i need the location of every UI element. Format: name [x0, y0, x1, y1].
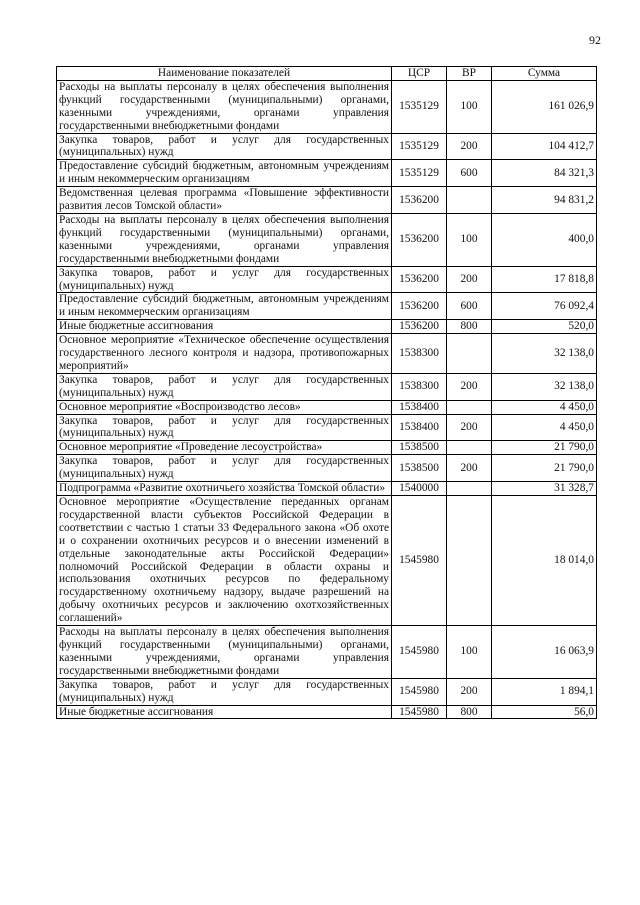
cell-sum: 56,0	[492, 705, 597, 719]
cell-csr: 1545980	[392, 496, 447, 626]
cell-sum: 17 818,8	[492, 266, 597, 293]
cell-sum: 4 450,0	[492, 400, 597, 414]
table-row	[57, 320, 597, 334]
table-row	[57, 266, 597, 293]
cell-name: Закупка товаров, работ и услуг для государственных (муниципальных) нужд	[57, 414, 392, 441]
cell-sum: 520,0	[492, 320, 597, 334]
cell-csr: 1540000	[392, 482, 447, 496]
cell-name: Закупка товаров, работ и услуг для государственных (муниципальных) нужд	[57, 373, 392, 400]
table-row	[57, 373, 597, 400]
cell-sum: 4 450,0	[492, 414, 597, 441]
cell-vr: 100	[447, 213, 492, 266]
cell-name: Предоставление субсидий бюджетным, автономным учреждениям и иным некоммерческим организациям	[57, 293, 392, 320]
cell-csr: 1538400	[392, 400, 447, 414]
cell-vr: 100	[447, 626, 492, 679]
cell-vr	[447, 496, 492, 626]
cell-name: Закупка товаров, работ и услуг для государственных (муниципальных) нужд	[57, 678, 392, 705]
table-header-row	[57, 67, 597, 81]
cell-csr: 1538400	[392, 414, 447, 441]
table-row	[57, 678, 597, 705]
cell-vr: 200	[447, 133, 492, 160]
cell-csr: 1535129	[392, 133, 447, 160]
cell-sum: 94 831,2	[492, 187, 597, 214]
cell-csr: 1536200	[392, 213, 447, 266]
table-row	[57, 705, 597, 719]
cell-csr: 1536200	[392, 187, 447, 214]
cell-vr: 800	[447, 705, 492, 719]
cell-name: Иные бюджетные ассигнования	[57, 320, 392, 334]
cell-vr: 100	[447, 80, 492, 133]
cell-name: Основное мероприятие «Воспроизводство лесов»	[57, 400, 392, 414]
table-row	[57, 441, 597, 455]
cell-name: Ведомственная целевая программа «Повышение эффективности развития лесов Томской области»	[57, 187, 392, 214]
table-row	[57, 334, 597, 374]
page-number: 92	[589, 33, 601, 47]
table-row	[57, 455, 597, 482]
column-header-sum: Сумма	[492, 67, 597, 81]
cell-vr: 600	[447, 160, 492, 187]
cell-sum: 32 138,0	[492, 373, 597, 400]
cell-csr: 1538300	[392, 334, 447, 374]
cell-name: Основное мероприятие «Осуществление переданных органам государственной власти субъектов Российской Федерации в соответствии с частью 1 статьи 33 Федерального закона «Об охоте и о сохранении охотничьих ресурсов и о внесении изменений в отдельные законодательные акты Российской Федерации» полномочий Российской Федерации в области охраны и использования охотничьих ресурсов по федеральному государственному охотничьему надзору, выдаче разрешений на добычу охотничьих ресурсов и заключению охотхозяйственных соглашений»	[57, 496, 392, 626]
cell-csr: 1545980	[392, 626, 447, 679]
table-row	[57, 496, 597, 626]
cell-name: Основное мероприятие «Техническое обеспечение осуществления государственного лесного контроля и надзора, противопожарных мероприятий»	[57, 334, 392, 374]
cell-vr: 200	[447, 373, 492, 400]
cell-csr: 1545980	[392, 705, 447, 719]
cell-name: Закупка товаров, работ и услуг для государственных (муниципальных) нужд	[57, 455, 392, 482]
cell-name: Подпрограмма «Развитие охотничьего хозяйства Томской области»	[57, 482, 392, 496]
cell-sum: 1 894,1	[492, 678, 597, 705]
cell-sum: 21 790,0	[492, 455, 597, 482]
column-header-name: Наименование показателей	[57, 67, 392, 81]
table-row	[57, 80, 597, 133]
cell-csr: 1536200	[392, 266, 447, 293]
cell-csr: 1536200	[392, 293, 447, 320]
cell-vr	[447, 400, 492, 414]
cell-vr: 200	[447, 678, 492, 705]
cell-vr: 200	[447, 455, 492, 482]
table-row	[57, 626, 597, 679]
cell-name: Расходы на выплаты персоналу в целях обеспечения выполнения функций государственными (муниципальными) органами, казенными учреждениями, органами управления государственными внебюджетными фондами	[57, 626, 392, 679]
cell-sum: 76 092,4	[492, 293, 597, 320]
table-row	[57, 187, 597, 214]
cell-csr: 1535129	[392, 80, 447, 133]
table-body	[57, 80, 597, 719]
cell-sum: 104 412,7	[492, 133, 597, 160]
cell-name: Расходы на выплаты персоналу в целях обеспечения выполнения функций государственными (муниципальными) органами, казенными учреждениями, органами управления государственными внебюджетными фондами	[57, 80, 392, 133]
table-row	[57, 160, 597, 187]
table-row	[57, 213, 597, 266]
cell-name: Расходы на выплаты персоналу в целях обеспечения выполнения функций государственными (муниципальными) органами, казенными учреждениями, органами управления государственными внебюджетными фондами	[57, 213, 392, 266]
cell-sum: 400,0	[492, 213, 597, 266]
cell-vr	[447, 334, 492, 374]
table-row	[57, 400, 597, 414]
cell-csr: 1538500	[392, 455, 447, 482]
cell-name: Закупка товаров, работ и услуг для государственных (муниципальных) нужд	[57, 133, 392, 160]
table-row	[57, 133, 597, 160]
cell-sum: 31 328,7	[492, 482, 597, 496]
table-row	[57, 414, 597, 441]
cell-vr	[447, 482, 492, 496]
cell-vr: 200	[447, 266, 492, 293]
cell-vr: 600	[447, 293, 492, 320]
cell-csr: 1535129	[392, 160, 447, 187]
table-row	[57, 482, 597, 496]
cell-vr: 200	[447, 414, 492, 441]
cell-name: Основное мероприятие «Проведение лесоустройства»	[57, 441, 392, 455]
cell-name: Иные бюджетные ассигнования	[57, 705, 392, 719]
cell-vr	[447, 441, 492, 455]
cell-sum: 161 026,9	[492, 80, 597, 133]
budget-table	[56, 66, 597, 719]
cell-sum: 18 014,0	[492, 496, 597, 626]
column-header-csr: ЦСР	[392, 67, 447, 81]
cell-sum: 32 138,0	[492, 334, 597, 374]
cell-csr: 1545980	[392, 678, 447, 705]
cell-sum: 16 063,9	[492, 626, 597, 679]
cell-vr	[447, 187, 492, 214]
cell-name: Предоставление субсидий бюджетным, автономным учреждениям и иным некоммерческим организациям	[57, 160, 392, 187]
column-header-vr: ВР	[447, 67, 492, 81]
cell-vr: 800	[447, 320, 492, 334]
cell-csr: 1538500	[392, 441, 447, 455]
cell-csr: 1536200	[392, 320, 447, 334]
cell-name: Закупка товаров, работ и услуг для государственных (муниципальных) нужд	[57, 266, 392, 293]
table-row	[57, 293, 597, 320]
cell-sum: 84 321,3	[492, 160, 597, 187]
cell-sum: 21 790,0	[492, 441, 597, 455]
cell-csr: 1538300	[392, 373, 447, 400]
